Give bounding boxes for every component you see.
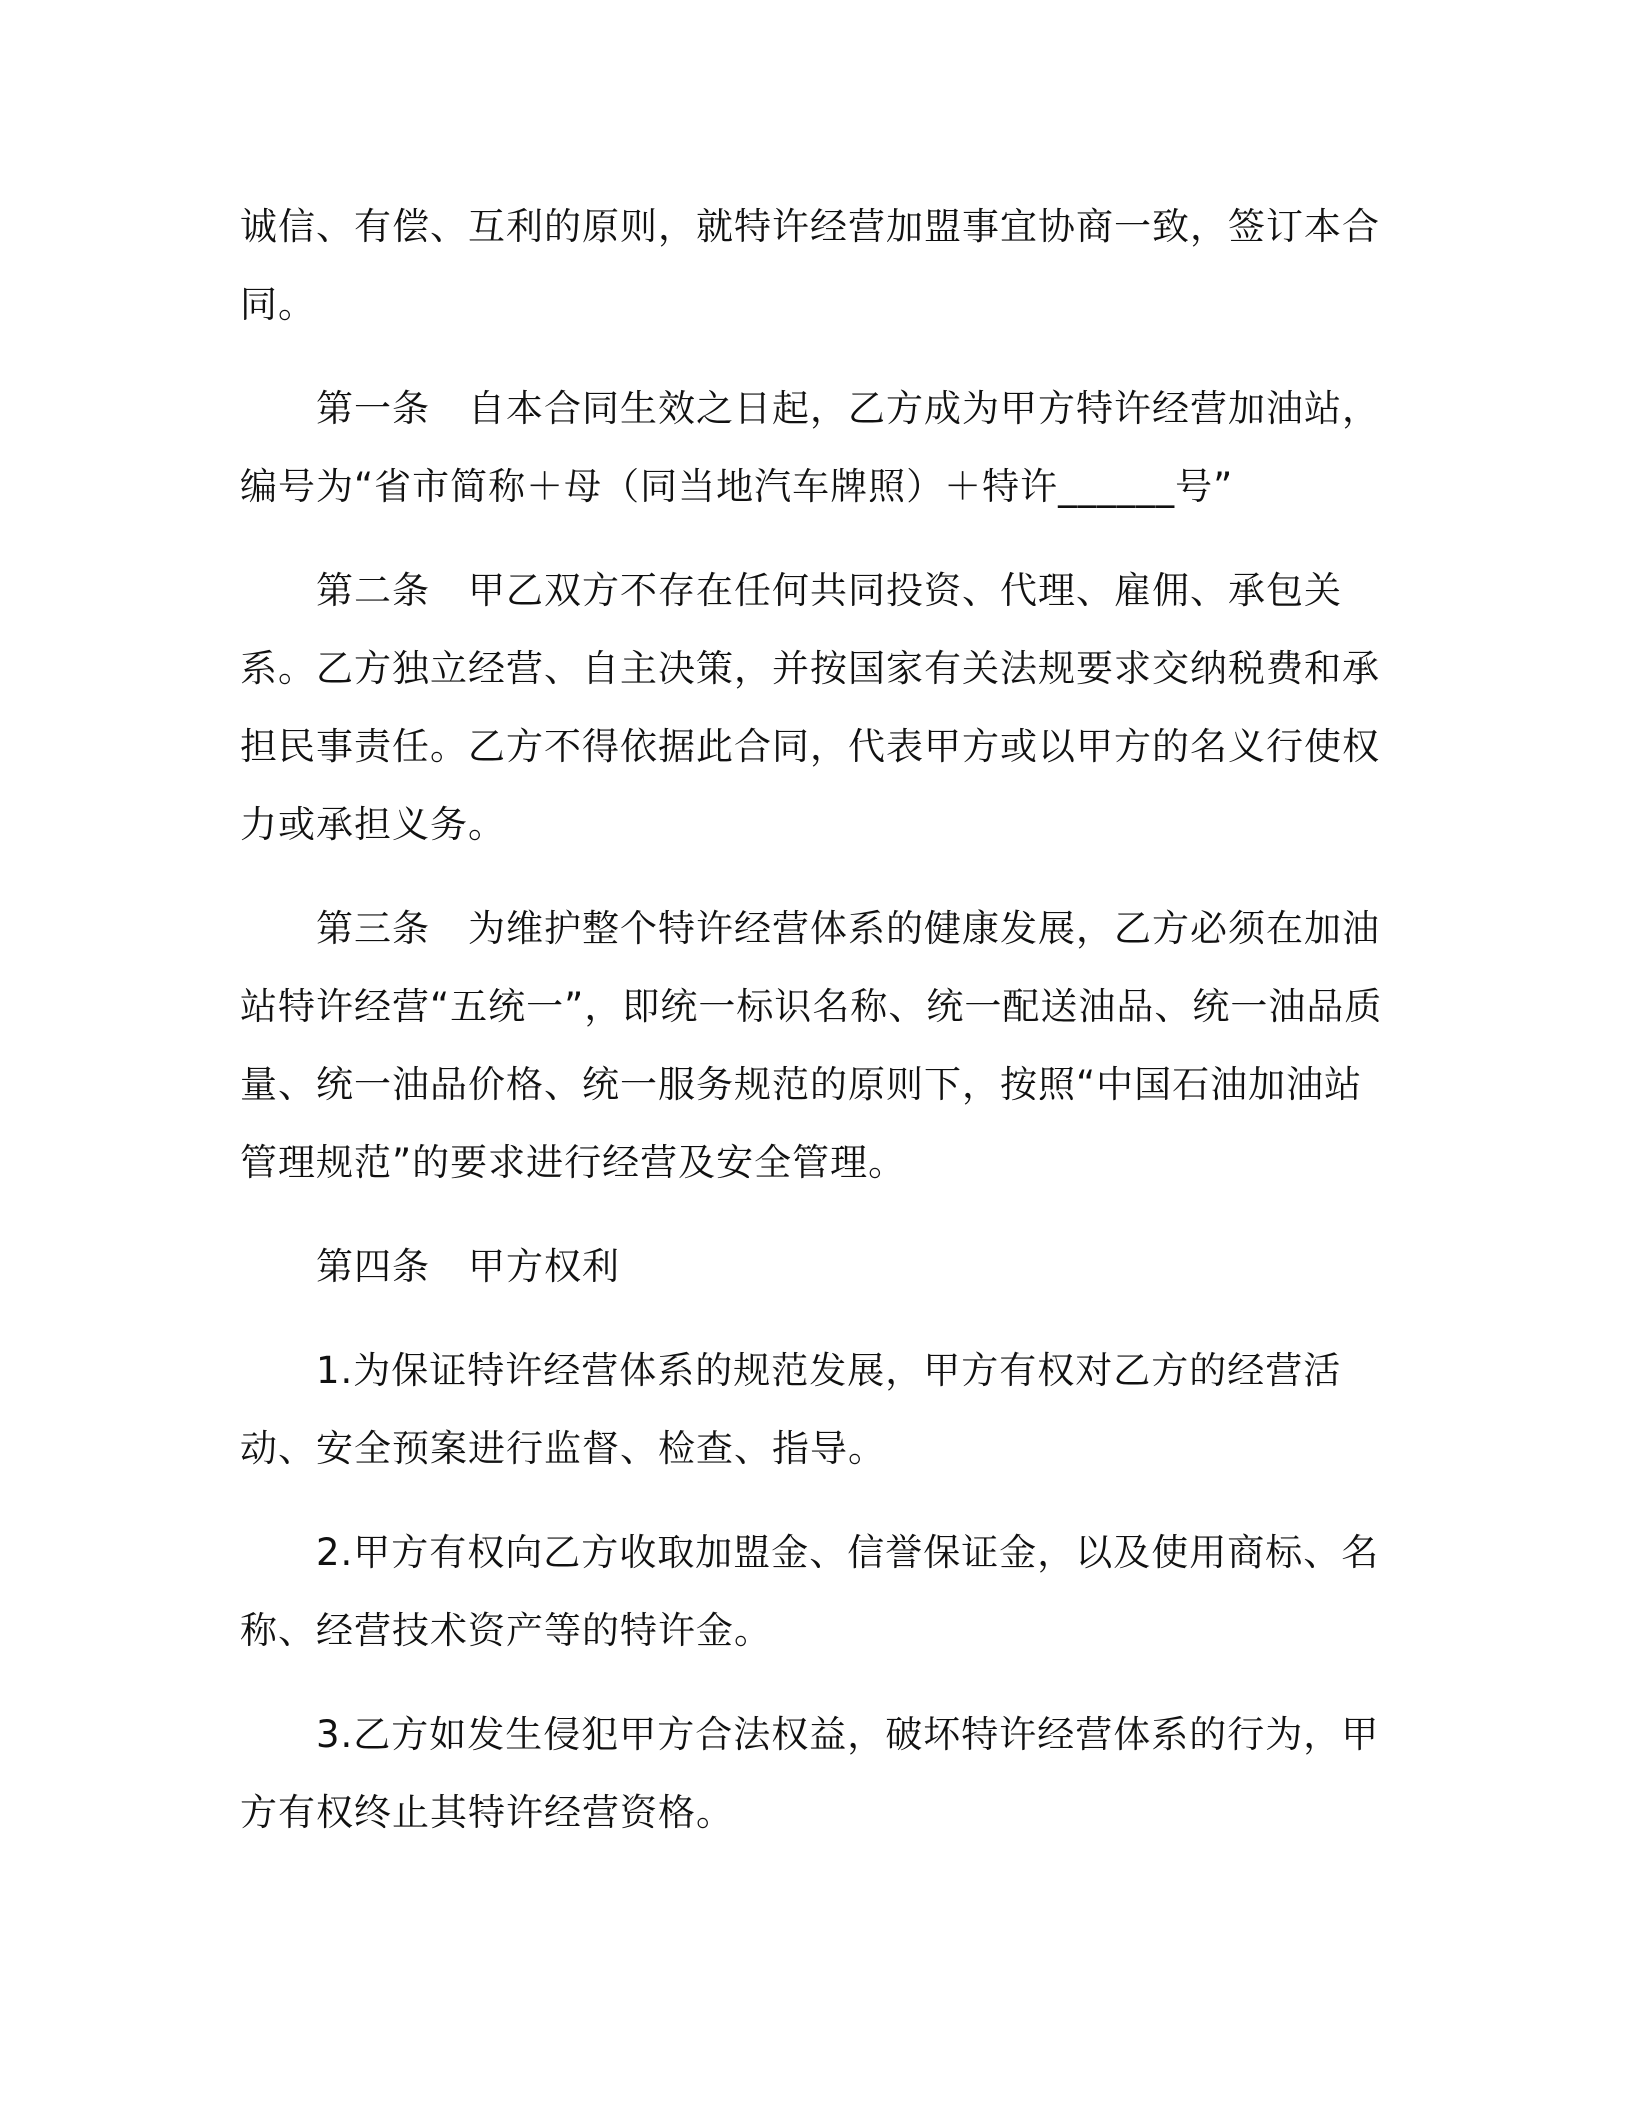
article-2-text: 甲乙双方不存在任何共同投资、代理、雇佣、承包关系。乙方独立经营、自主决策，并按国家有关法规要求交纳税费和承担民事责任。乙方不得依据此合同，代表甲方或以甲方的名义行使权力或承担义务。: [240, 569, 1380, 846]
document-body: [240, 188, 1390, 1852]
item-2-text: 2.甲方有权向乙方收取加盟金、信誉保证金，以及使用商标、名称、经营技术资产等的特许金。: [240, 1531, 1380, 1652]
article-1-number: 第一条: [316, 387, 430, 430]
item-3-paragraph: [240, 1696, 1390, 1852]
item-2-paragraph: [240, 1514, 1390, 1670]
intro-text: 诚信、有偿、互利的原则，就特许经营加盟事宜协商一致，签订本合同。: [240, 205, 1380, 326]
article-4-number: 第四条: [316, 1245, 430, 1288]
item-1-paragraph: [240, 1332, 1390, 1488]
article-2-number: 第二条: [316, 569, 430, 612]
item-3-text: 3.乙方如发生侵犯甲方合法权益，破坏特许经营体系的行为，甲方有权终止其特许经营资格。: [240, 1713, 1380, 1834]
article-4-text: 甲方权利: [468, 1245, 620, 1288]
article-4-paragraph: [240, 1228, 1390, 1306]
article-3-text: 为维护整个特许经营体系的健康发展，乙方必须在加油站特许经营“五统一”，即统一标识名称、统一配送油品、统一油品质量、统一油品价格、统一服务规范的原则下，按照“中国石油加油站管理规范”的要求进行经营及安全管理。: [240, 907, 1383, 1184]
article-1-paragraph: [240, 370, 1390, 526]
item-1-text: 1.为保证特许经营体系的规范发展，甲方有权对乙方的经营活动、安全预案进行监督、检查、指导。: [240, 1349, 1342, 1470]
article-1-text: 自本合同生效之日起，乙方成为甲方特许经营加油站，编号为“省市简称＋母（同当地汽车牌照）＋特许______号”: [240, 387, 1380, 508]
article-3-number: 第三条: [316, 907, 430, 950]
article-2-paragraph: [240, 552, 1390, 864]
intro-paragraph: [240, 188, 1390, 344]
article-3-paragraph: [240, 890, 1390, 1202]
